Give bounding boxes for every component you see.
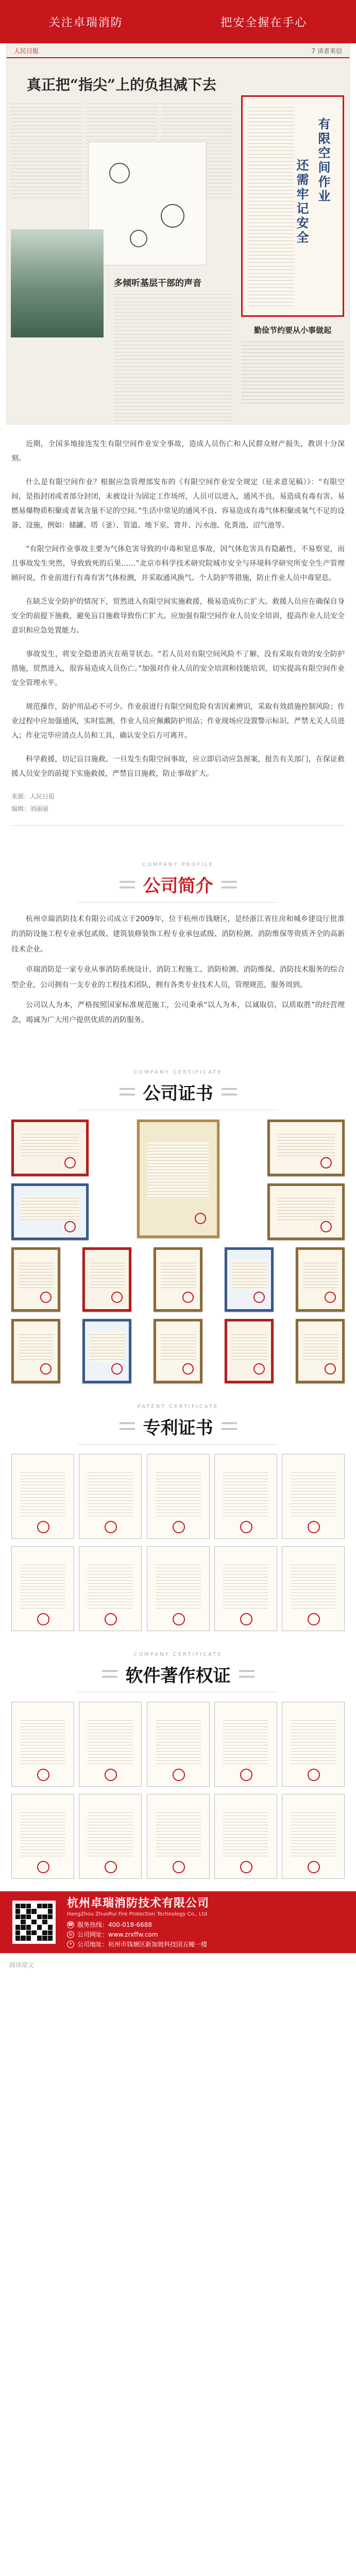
intro-paragraph: 杭州卓瑞消防技术有限公司成立于2009年，位于杭州市钱塘区，是经浙江省住房和城乡建设厅批准的消防设施工程专业承包贰级、建筑装修装饰工程专业承包贰级、消防检测、消防维保等资质齐全的高新技术企业。 (11, 915, 345, 954)
read-original-link[interactable]: 阅读原文 (9, 1961, 35, 1969)
clipping-left-column (11, 64, 232, 420)
decor-right-icon (239, 1670, 255, 1677)
editor-text: 编辑：刘丽丽 (11, 805, 49, 812)
certificate-gallery (0, 1120, 356, 1383)
footer-info (67, 1894, 209, 1950)
certificate-image (137, 1120, 219, 1238)
patent-image (79, 1454, 142, 1539)
patent-title: 专利证书 (143, 1417, 213, 1438)
footer-website[interactable]: 公司网址：www.zrxffw.com (77, 1931, 158, 1939)
company-intro (0, 912, 356, 1039)
globe-icon: ◎ (67, 1931, 74, 1938)
top-banner (0, 0, 356, 43)
certificate-image (11, 1319, 60, 1383)
patent-section-header (0, 1404, 356, 1445)
source-text: 来源：人民日报 (11, 793, 55, 800)
patent-image (79, 1546, 142, 1631)
decor-right-icon (222, 1422, 237, 1430)
decor-right-icon (222, 1088, 237, 1095)
patent-image (11, 1454, 74, 1539)
masthead: 人民日报 (14, 47, 39, 55)
certificate-image (11, 1247, 60, 1312)
profile-label: COMPANY PROFILE (142, 862, 214, 868)
intro-paragraph: 公司以人为本，严格按照国家标准规范施工，公司秉承“以人为本，以诚取信，以质取胜”的经营理念，竭诚为广大用户提供优质的消防服务。 (11, 1001, 345, 1025)
software-cert-image (11, 1794, 74, 1879)
software-title: 软件著作权证 (125, 1665, 231, 1686)
article-paragraph: 在缺乏安全防护的情况下，贸然进入有限空间实施救援，极易造成伤亡扩大。救援人员应在确保自身安全的前提下施救，避免盲目施救导致伤亡扩大。应加强有限空间作业人员安全培训，提高作业人员安全意识和应急处置能力。 (11, 598, 345, 635)
patent-image (147, 1546, 210, 1631)
clipping-landscape-photo (11, 229, 104, 337)
clipping-sub-headline: 多倾听基层干部的声音 (114, 278, 201, 289)
certificate-label: COMPANY CERTIFICATE (133, 1069, 223, 1075)
certificate-image (296, 1247, 345, 1312)
article-paragraph: 什么是有限空间作业？根据应急管理部发布的《有限空间作业安全规定（征求意见稿）》：“有限空间，是指封闭或者部分封闭，未被设计为固定工作场所，人员可以进入，通风不良，易造成有毒有害、易燃易爆物质积聚或者氧含量不足的空间。”生活中常见的通风不良、容易造成有毒气体积聚或氧气不足的设备、设施，例如：储罐、塔（釜）、管道、地下室、窨井、污水池、化粪池、沼气池等。 (11, 478, 345, 530)
certificate-image (154, 1319, 202, 1383)
patent-title-wrap (120, 1414, 237, 1439)
article-paragraph: 近期，全国多地接连发生有限空间作业安全事故，造成人员伤亡和人民群众财产损失，教训十分深刻。 (11, 440, 345, 463)
software-cert-image (282, 1794, 345, 1879)
software-gallery (0, 1702, 356, 1879)
page-label: 7 读者来信 (311, 47, 342, 55)
article-meta (0, 790, 356, 826)
article-paragraph: “有限空间作业事故主要为气体危害导致的中毒和窒息事故，因气体危害具有隐蔽性，不易察觉，而且事故发生突然，导致致死的后果……”北京市科学技术研究院城市安全与环境科学研究所安全生产管理顾问说，作业前进行有毒有害气体检测，并采取通风换气、个人防护等措施，防止作业人员中毒窒息。 (11, 545, 345, 582)
decor-left-icon (120, 1088, 135, 1095)
certificate-title: 公司证书 (143, 1083, 213, 1104)
software-cert-image (147, 1794, 210, 1879)
patent-image (214, 1546, 277, 1631)
location-icon: ⌖ (67, 1941, 74, 1948)
decor-right-icon (222, 881, 237, 888)
clipping-highlight-box (241, 95, 344, 317)
certificate-image (296, 1319, 345, 1383)
highlight-title-2: 还需牢记安全 (294, 159, 309, 245)
patent-label: PATENT CERTIFICATE (137, 1403, 219, 1410)
banner-right-text: 把安全握在手心 (221, 16, 308, 29)
software-cert-image (79, 1702, 142, 1787)
patent-image (214, 1454, 277, 1539)
footer-address: 公司地址：杭州市钱塘区新加坡科技园五幢一楼 (77, 1941, 208, 1948)
clipping-header (7, 44, 349, 58)
footer-company-en: HangZhou ZhuoRui Fire Protection Technology Co., Ltd. (67, 1911, 209, 1918)
software-label: COMPANY CERTIFICATE (133, 1651, 223, 1657)
certificate-image (267, 1183, 345, 1240)
software-cert-image (214, 1702, 277, 1787)
clipping-headline: 真正把“指尖”上的负担减下去 (26, 76, 217, 93)
patent-image (11, 1546, 74, 1631)
profile-title-wrap (120, 872, 237, 897)
certificate-image (225, 1319, 274, 1383)
profile-title: 公司简介 (143, 876, 213, 896)
software-cert-image (79, 1794, 142, 1879)
phone-icon: ☎ (67, 1922, 74, 1927)
newspaper-clipping-image (6, 43, 350, 425)
footer-phone: 服务热线：400-018-6688 (77, 1921, 152, 1929)
software-cert-image (214, 1794, 277, 1879)
patent-image (282, 1546, 345, 1631)
clipping-sub-text (114, 291, 232, 425)
article-paragraph: 事故发生，将安全隐患消灭在萌芽状态。“若人员对有限空间风险不了解，没有采取有效的安全防护措施，贸然进入，很容易造成人员伤亡。”加强对作业人员的安全培训和技能培训，切实提高有限空间作业安全管理水平。 (11, 650, 345, 687)
certificate-image (267, 1120, 345, 1176)
software-cert-image (147, 1702, 210, 1787)
software-cert-image (11, 1702, 74, 1787)
profile-section-header (0, 862, 356, 903)
decor-left-icon (120, 881, 135, 888)
certificate-image (154, 1247, 202, 1312)
intro-paragraph: 卓瑞消防是一家专业从事消防系统设计、消防工程施工、消防检测、消防维保、消防技术服务的综合型企业，公司拥有一支专业的工程技术团队，拥有各类专业技术人员，管理规范，服务周到。 (11, 965, 345, 989)
qr-code-icon (12, 1901, 56, 1944)
software-title-wrap (102, 1662, 255, 1687)
right-bottom-title: 勤俭节约要从小事做起 (253, 326, 331, 335)
article-body (0, 425, 356, 781)
patent-image (147, 1454, 210, 1539)
footer-company-name: 杭州卓瑞消防技术有限公司 (67, 1897, 210, 1910)
software-cert-image (282, 1702, 345, 1787)
certificate-title-wrap (120, 1079, 237, 1105)
certificate-image (82, 1247, 131, 1312)
article-paragraph: 科学救援，切记盲目施救。一旦发生有限空间事故，应立即启动应急预案，报告有关部门，在保证救援人员安全的前提下实施救援，严禁盲目施救，防止事故扩大。 (11, 755, 345, 778)
certificate-image (225, 1247, 274, 1312)
banner-left-text: 关注卓瑞消防 (48, 16, 123, 29)
footer-address-line (67, 1940, 209, 1948)
patent-image (282, 1454, 345, 1539)
software-section-header (0, 1652, 356, 1692)
patent-gallery (0, 1454, 356, 1631)
footer-website-line (67, 1930, 209, 1939)
decor-left-icon (102, 1670, 117, 1677)
clipping-right-bottom (241, 325, 344, 417)
certificate-image (11, 1120, 89, 1176)
decor-left-icon (120, 1422, 135, 1430)
footer-phone-line (67, 1920, 209, 1929)
certificate-image (82, 1319, 131, 1383)
company-footer (0, 1891, 356, 1953)
clipping-cartoon (88, 142, 207, 265)
article-paragraph: 规范操作，防护用品必不可少。作业前进行有限空间危险有害因素辨识，采取有效措施控制风险；作业过程中应加强通风，实时监测，作业人员应佩戴防护用品；作业现场应设置警示标识，严禁无关人员进入；作业完毕应清点人员和工具，确认安全后方可离开。 (11, 703, 345, 740)
certificate-section-header (0, 1070, 356, 1110)
certificate-image (11, 1183, 89, 1240)
highlight-title-1: 有限空间作业 (316, 117, 331, 204)
